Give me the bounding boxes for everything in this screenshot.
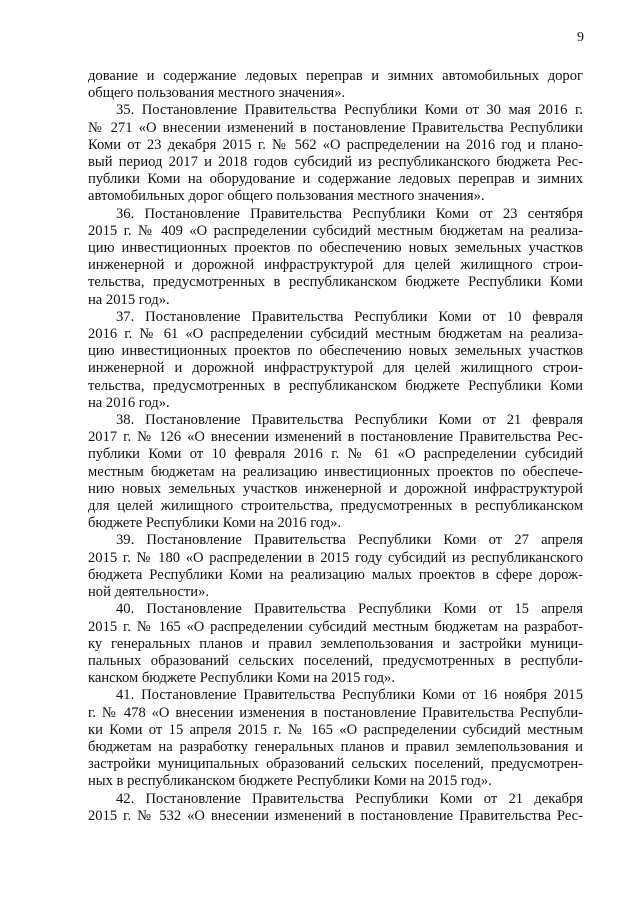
text-line: ки Коми от 15 апреля 2015 г. № 165 «О распределении субсидий местным [88,721,583,738]
text-line: № 271 «О внесении изменений в постановление Правительства Республики [88,119,583,136]
text-line: публики Коми от 10 февраля 2016 г. № 61 «О распределении субсидий [88,446,583,463]
text-line: г. № 478 «О внесении изменения в постановление Правительства Республи- [88,704,583,721]
text-line: 37. Постановление Правительства Республики Коми от 10 февраля [116,308,583,325]
text-line: 2015 г. № 180 «О распределении в 2015 году субсидий из республиканского [88,549,583,566]
text-line: 36. Постановление Правительства Республики Коми от 23 сентября [116,205,583,222]
text-line: на 2015 год». [88,291,170,308]
text-line: инженерной и дорожной инфраструктурой для целей жилищного строи- [88,360,583,377]
text-line: ку генеральных планов и правил землепользования и застройки муници- [88,635,583,652]
text-line: для целей жилищного строительства, предусмотренных в республиканском [88,498,583,515]
text-line: 42. Постановление Правительства Республики Коми от 21 декабря [116,790,583,807]
text-line: вый период 2017 и 2018 годов субсидий из республиканского бюджета Рес- [88,154,583,171]
text-line: дование и содержание ледовых переправ и зимних автомобильных дорог [88,68,583,84]
text-line: 2015 г. № 532 «О внесении изменений в постановление Правительства Рес- [88,807,583,824]
text-line: 41. Постановление Правительства Республики Коми от 16 ноября 2015 [116,687,583,704]
text-line: 35. Постановление Правительства Республики Коми от 30 мая 2016 г. [116,102,583,119]
text-line: общего пользования местного значения». [88,85,346,102]
text-line: автомобильных дорог общего пользования местного значения». [88,188,485,205]
text-line: 38. Постановление Правительства Республики Коми от 21 февраля [116,412,583,429]
text-line: 2017 г. № 126 «О внесении изменений в постановление Правительства Рес- [88,429,583,446]
text-line: канском бюджете Республики Коми на 2015 год». [88,670,395,687]
document-body [88,68,583,825]
text-line: инженерной и дорожной инфраструктурой для целей жилищного строи- [88,257,583,274]
page-number: 9 [577,30,584,45]
text-line: на 2016 год». [88,394,170,411]
text-line: 39. Постановление Правительства Республики Коми от 27 апреля [116,532,583,549]
text-line: цию инвестиционных проектов по обеспечению новых земельных участков [88,240,583,257]
text-line: цию инвестиционных проектов по обеспечению новых земельных участков [88,343,583,360]
text-line: Коми от 23 декабря 2015 г. № 562 «О распределении на 2016 год и плано- [88,136,583,153]
text-line: нию новых земельных участков инженерной и дорожной инфраструктурой [88,480,583,497]
text-line: местным бюджетам на реализацию инвестиционных проектов по обеспече- [88,463,583,480]
text-line: ных в республиканском бюджете Республики Коми на 2015 год». [88,773,492,790]
text-line: ной деятельности». [88,584,210,601]
text-line: 2015 г. № 165 «О распределении субсидий местным бюджетам на разработ- [88,618,583,635]
text-line: 2016 г. № 61 «О распределении субсидий местным бюджетам на реализа- [88,326,583,343]
text-line: застройки муниципальных образований сельских поселений, предусмотрен- [88,756,583,773]
text-line: бюджетам на разработку генеральных планов и правил землепользования и [88,738,583,755]
text-line: 40. Постановление Правительства Республики Коми от 15 апреля [116,601,583,618]
text-line: бюджета Республики Коми на реализацию малых проектов в сфере дорож- [88,566,583,583]
text-line: пальных образований сельских поселений, предусмотренных в республи- [88,652,583,669]
text-line: 2015 г. № 409 «О распределении субсидий местным бюджетам на реализа- [88,222,583,239]
text-line: публики Коми на оборудование и содержание ледовых переправ и зимних [88,171,583,188]
text-line: тельства, предусмотренных в республиканском бюджете Республики Коми [88,377,583,394]
text-line: тельства, предусмотренных в республиканском бюджете Республики Коми [88,274,583,291]
text-line: бюджете Республики Коми на 2016 год». [88,515,342,532]
